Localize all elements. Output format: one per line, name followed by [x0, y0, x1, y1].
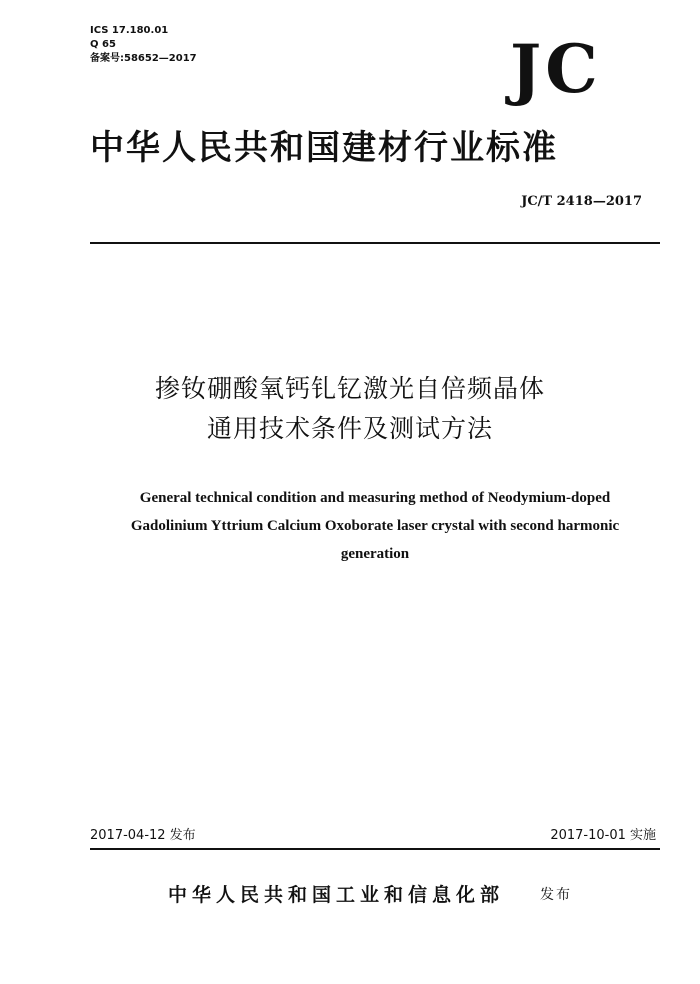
- english-title-line-3: generation: [340, 546, 410, 562]
- bottom-divider: [90, 848, 660, 850]
- english-title-line-2: Gadolinium Yttrium Calcium Oxoborate laser crystal with second harmonic: [130, 518, 620, 534]
- publisher-suffix: 发布: [540, 887, 572, 903]
- organization-title: 中华人民共和国建材行业标准: [90, 128, 558, 168]
- ics-code: ICS 17.180.01: [90, 25, 169, 36]
- english-title-line-1: General technical condition and measuring method of Neodymium-doped: [139, 490, 611, 506]
- implementation-date: 2017-10-01 实施: [550, 828, 656, 843]
- english-title: [90, 484, 660, 568]
- jc-logo: JC: [510, 30, 602, 108]
- classification-code: Q 65: [90, 39, 116, 50]
- top-divider: [90, 242, 660, 244]
- record-number: 备案号:58652—2017: [90, 53, 197, 64]
- chinese-title-line-2: 通用技术条件及测试方法: [206, 414, 493, 443]
- chinese-title-line-1: 掺钕硼酸氧钙钆钇激光自倍频晶体: [154, 374, 545, 403]
- issue-date: 2017-04-12 发布: [90, 828, 196, 843]
- standard-number: JC/T 2418—2017: [521, 194, 642, 209]
- publisher-name: 中华人民共和国工业和信息化部: [168, 884, 505, 906]
